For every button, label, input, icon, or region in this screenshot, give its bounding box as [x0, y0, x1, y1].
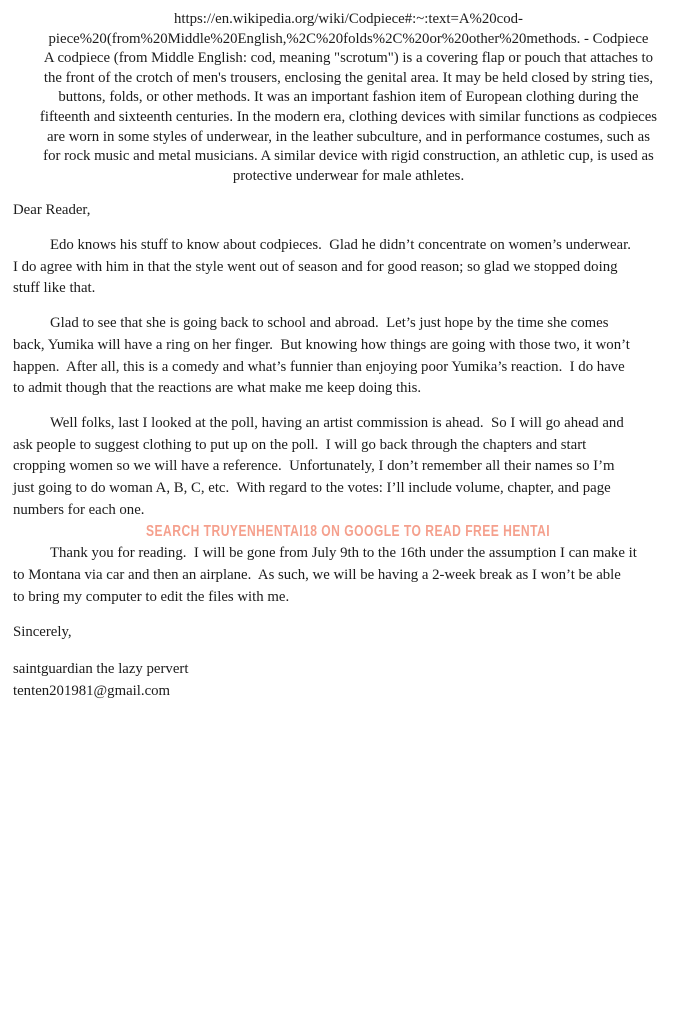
text-line: https://en.wikipedia.org/wiki/Codpiece#:~:text=A%20cod- — [174, 11, 523, 27]
text-line: protective underwear for male athletes. — [232, 167, 465, 184]
text-line: Edo knows his stuff to know about codpieces. Glad he didn’t concentrate on women’s underwear. — [50, 237, 631, 254]
wikipedia-excerpt — [13, 10, 684, 186]
text-line: numbers for each one. — [13, 501, 145, 518]
text-line: buttons, folds, or other methods. It was an important fashion item of European clothing during the — [58, 89, 639, 106]
text-line: I do agree with him in that the style went out of season and for good reason; so glad we stopped doing — [13, 258, 618, 275]
letter-paragraph-1 — [13, 235, 684, 300]
letter-paragraph-3 — [13, 413, 684, 522]
letter-paragraph-2 — [13, 313, 684, 400]
text-line: A codpiece (from Middle English: cod, meaning "scrotum") is a covering flap or pouch that attaches to — [43, 50, 654, 67]
signature-name: saintguardian the lazy pervert — [13, 660, 189, 677]
signature-block — [13, 659, 684, 702]
text-line: happen. After all, this is a comedy and what’s funnier than enjoying poor Yumika’s reaction. I do have — [13, 358, 625, 375]
text-line: to bring my computer to edit the files with me. — [13, 588, 290, 605]
watermark-text: SEARCH TRUYENHENTAI18 ON GOOGLE TO READ FREE HENTAI — [146, 523, 551, 541]
text-line: Thank you for reading. I will be gone from July 9th to the 16th under the assumption I can make it — [50, 545, 637, 562]
text-line: piece%20(from%20Middle%20English,%2C%20folds%2C%20or%20other%20methods. - Codpiece — [48, 30, 649, 47]
text-line: Glad to see that she is going back to school and abroad. Let’s just hope by the time she comes — [50, 315, 609, 332]
text-line: are worn in some styles of underwear, in the leather subculture, and in performance costumes, such as — [46, 128, 650, 145]
signature-email: tenten201981@gmail.com — [13, 682, 171, 699]
text-line: for rock music and metal musicians. A similar device with rigid construction, an athletic cup, is used as — [43, 148, 654, 165]
text-line: just going to do woman A, B, C, etc. With regard to the votes: I’ll include volume, chapter, and page — [13, 480, 611, 497]
text-line: stuff like that. — [13, 280, 96, 297]
salutation: Dear Reader, — [13, 202, 91, 219]
text-line: cropping women so we will have a reference. Unfortunately, I don’t remember all their names so I’m — [13, 458, 615, 475]
watermark-row — [13, 521, 684, 543]
text-line: to admit though that the reactions are what make me keep doing this. — [13, 380, 422, 397]
text-line: back, Yumika will have a ring on her finger. But knowing how things are going with those two, it won’t — [13, 336, 630, 353]
letter-paragraph-4 — [13, 543, 684, 608]
text-line: fifteenth and sixteenth centuries. In the modern era, clothing devices with similar functions as codpieces — [39, 108, 658, 125]
text-line: to Montana via car and then an airplane. As such, we will be having a 2-week break as I won’t be able — [13, 566, 621, 583]
text-line: ask people to suggest clothing to put up on the poll. I will go back through the chapters and start — [13, 436, 587, 453]
text-line: Well folks, last I looked at the poll, having an artist commission is ahead. So I will go ahead and — [50, 414, 624, 431]
closing: Sincerely, — [13, 624, 72, 641]
text-line: the front of the crotch of men's trousers, enclosing the genital area. It may be held closed by string ties, — [43, 69, 654, 86]
